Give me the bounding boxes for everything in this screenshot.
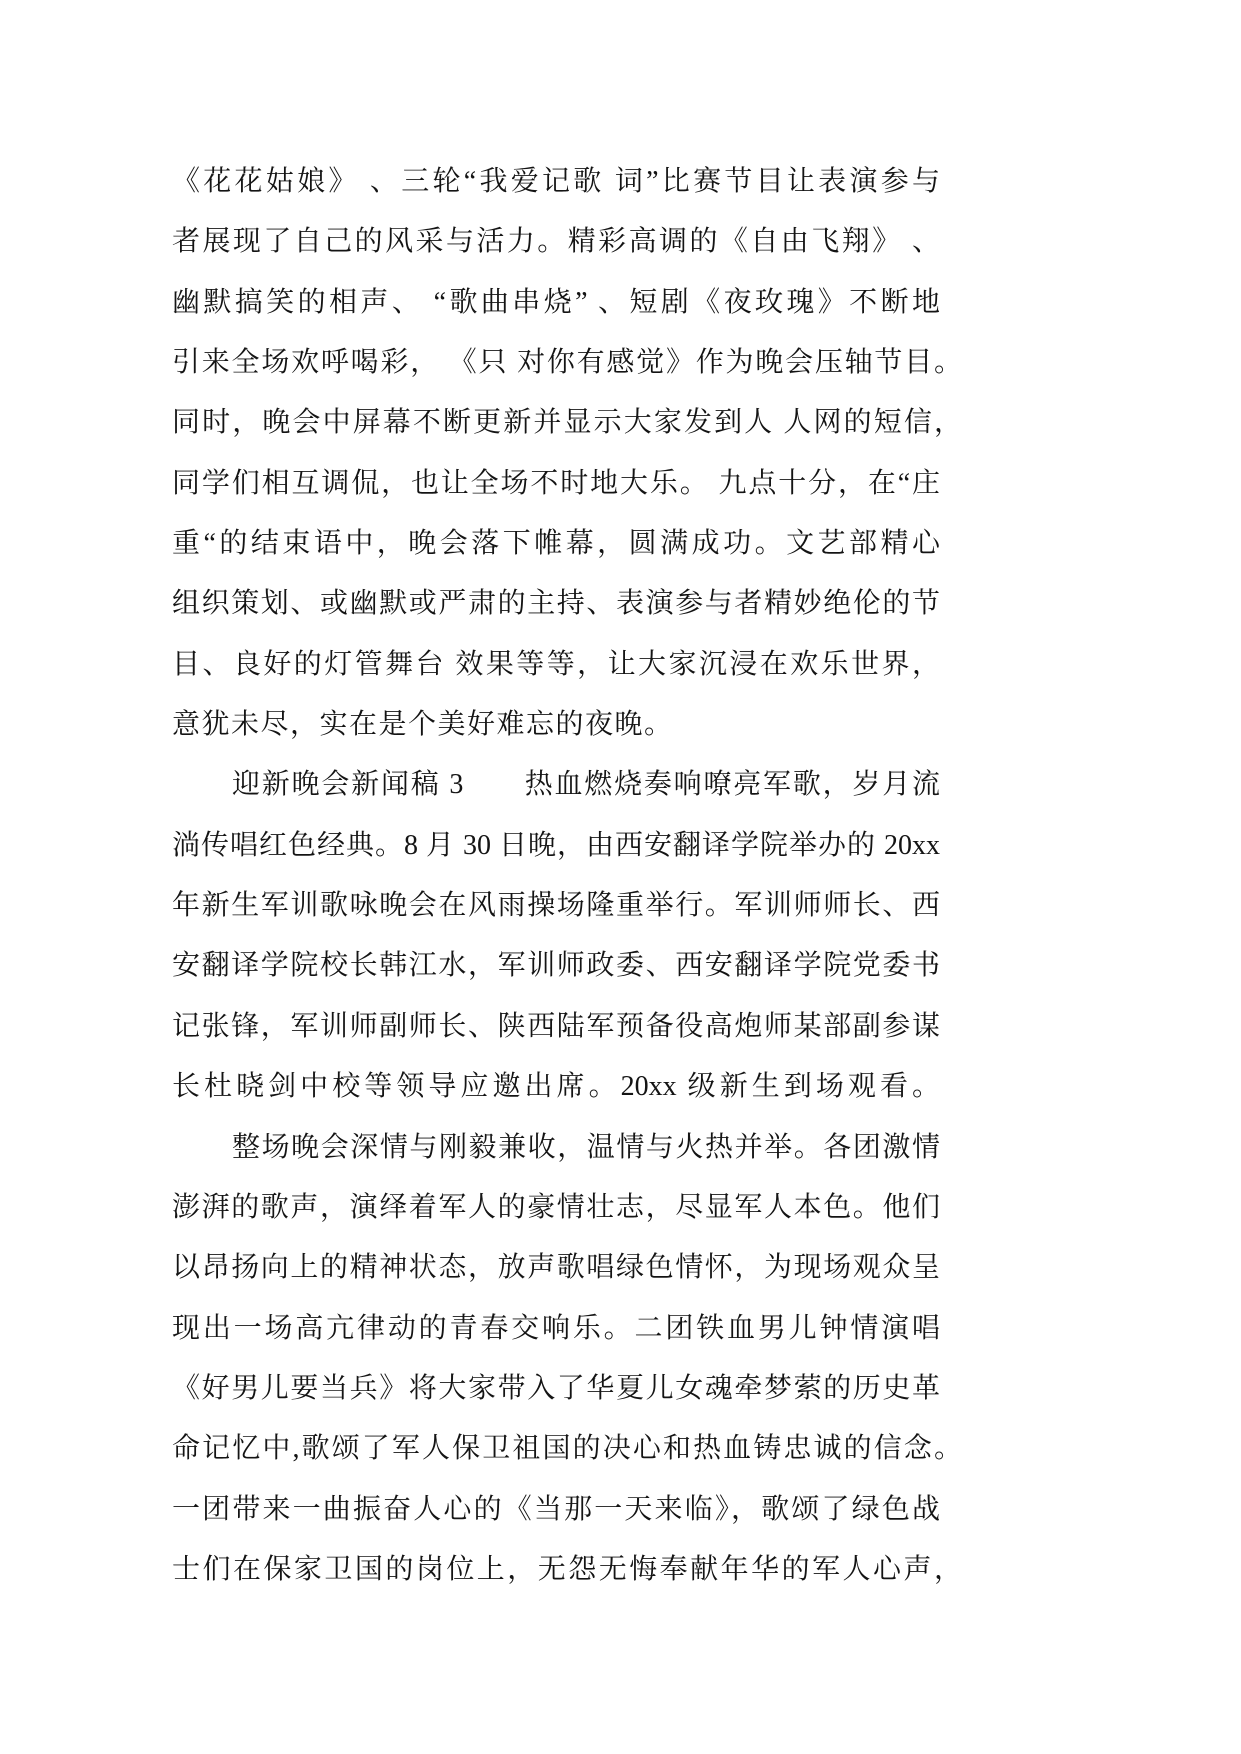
text-line: 目、良好的灯管舞台 效果等等，让大家沉浸在欢乐世界， (172, 648, 940, 680)
text-line: 整场晚会深情与刚毅兼收，温情与火热并举。各团激情 (232, 1131, 940, 1163)
text-line: 淌传唱红色经典。8 月 30 日晚，由西安翻译学院举办的 20xx (172, 829, 940, 861)
text-line: 一团带来一曲振奋人心的《当那一天来临》，歌颂了绿色战 (172, 1493, 940, 1525)
text-line: 以昂扬向上的精神状态，放声歌唱绿色情怀，为现场观众呈 (172, 1252, 940, 1284)
text-line: 士们在保家卫国的岗位上，无怨无悔奉献年华的军人心声， (172, 1553, 962, 1585)
text-line: 者展现了自己的风采与活力。精彩高调的《自由飞翔》 、 (172, 226, 940, 258)
text-line: 迎新晚会新闻稿 3 热血燃烧奏响嘹亮军歌，岁月流 (232, 769, 940, 801)
text-line: 引来全场欢呼喝彩， 《只 对你有感觉》作为晚会压轴节目。 (172, 347, 962, 379)
text-line: 组织策划、或幽默或严肃的主持、表演参与者精妙绝伦的节 (172, 588, 940, 620)
text-line: 重“的结束语中，晚会落下帷幕，圆满成功。文艺部精心 (172, 528, 940, 560)
paragraph (172, 1118, 962, 1601)
text-line: 长杜晓剑中校等领导应邀出席。20xx 级新生到场观看。 (172, 1071, 940, 1103)
text-line: 年新生军训歌咏晚会在风雨操场隆重举行。军训师师长、西 (172, 890, 940, 922)
text-line: 记张锋，军训师副师长、陕西陆军预备役高炮师某部副参谋 (172, 1010, 940, 1042)
text-line: 《好男儿要当兵》将大家带入了华夏儿女魂牵梦萦的历史革 (172, 1372, 940, 1404)
text-line: 意犹未尽，实在是个美好难忘的夜晚。 (172, 709, 674, 741)
text-line: 现出一场高亢律动的青春交响乐。二团铁血男儿钟情演唱 (172, 1312, 940, 1344)
text-line: 命记忆中,歌颂了军人保卫祖国的决心和热血铸忠诚的信念。 (172, 1433, 962, 1465)
paragraph (172, 755, 962, 1117)
paragraph (172, 152, 962, 755)
text-line: 澎湃的歌声，演绎着军人的豪情壮志，尽显军人本色。他们 (172, 1191, 940, 1223)
text-line: 《花花姑娘》 、三轮“我爱记歌 词”比赛节目让表演参与 (172, 166, 940, 197)
text-line: 同时，晚会中屏幕不断更新并显示大家发到人 人网的短信， (172, 407, 962, 439)
text-line: 同学们相互调侃，也让全场不时地大乐。 九点十分，在“庄 (172, 467, 940, 499)
body-text (172, 152, 962, 1600)
text-line: 幽默搞笑的相声、 “歌曲串烧” 、短剧《夜玫瑰》不断地 (172, 286, 940, 318)
text-line: 安翻译学院校长韩江水，军训师政委、西安翻译学院党委书 (172, 950, 940, 982)
